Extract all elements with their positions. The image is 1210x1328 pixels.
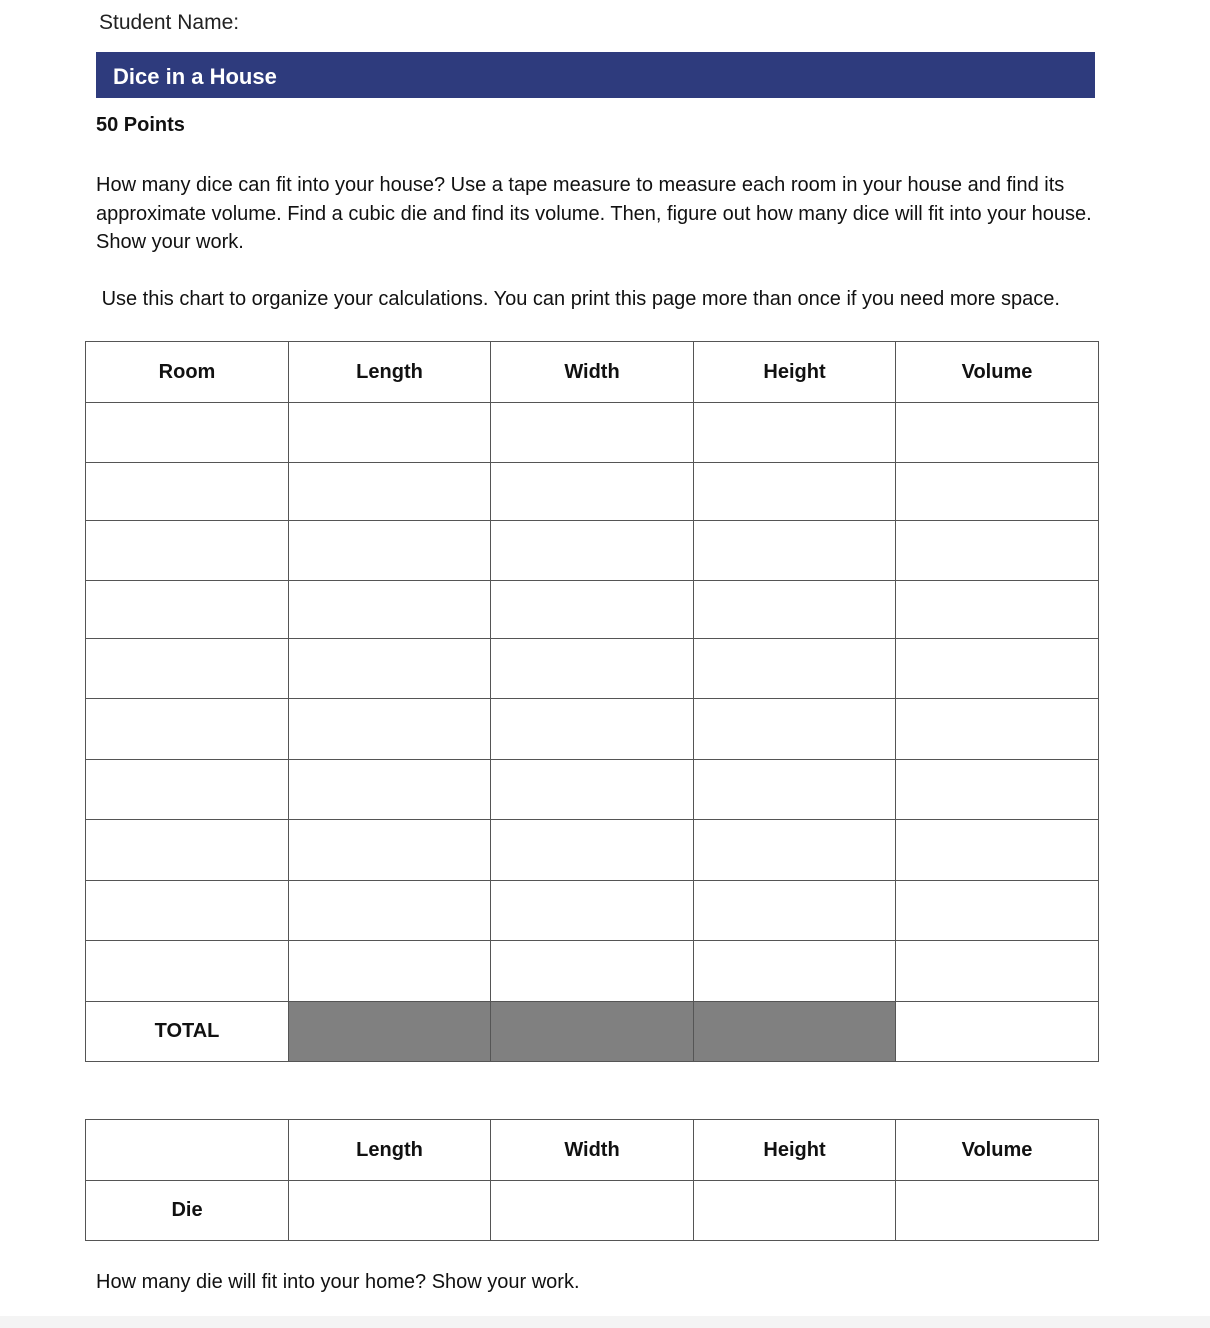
die-table (85, 1119, 1099, 1241)
die-row (86, 1181, 1099, 1241)
width-cell[interactable] (491, 820, 694, 881)
die-height-cell[interactable] (694, 1181, 896, 1241)
final-question: How many die will fit into your home? Show your work. (96, 1271, 580, 1293)
table-row (86, 581, 1099, 639)
width-cell[interactable] (491, 941, 694, 1002)
volume-cell[interactable] (896, 403, 1099, 463)
length-cell[interactable] (289, 403, 491, 463)
total-row (86, 1002, 1099, 1062)
length-cell[interactable] (289, 699, 491, 760)
title-bar (96, 52, 1095, 98)
total-height-shaded (694, 1002, 896, 1062)
table-row (86, 941, 1099, 1002)
header-volume: Volume (896, 342, 1099, 403)
volume-cell[interactable] (896, 639, 1099, 699)
chart-note-text: Use this chart to organize your calculations. You can print this page more than once if you need more space. (96, 288, 1060, 310)
height-cell[interactable] (694, 820, 896, 881)
room-cell[interactable] (86, 699, 289, 760)
height-cell[interactable] (694, 699, 896, 760)
table-row (86, 639, 1099, 699)
height-cell[interactable] (694, 403, 896, 463)
length-cell[interactable] (289, 881, 491, 941)
width-cell[interactable] (491, 463, 694, 521)
die-header-height: Height (694, 1120, 896, 1181)
volume-cell[interactable] (896, 463, 1099, 521)
height-cell[interactable] (694, 760, 896, 820)
room-cell[interactable] (86, 639, 289, 699)
die-label: Die (86, 1181, 289, 1241)
volume-cell[interactable] (896, 820, 1099, 881)
die-width-cell[interactable] (491, 1181, 694, 1241)
table-row (86, 403, 1099, 463)
die-length-cell[interactable] (289, 1181, 491, 1241)
width-cell[interactable] (491, 699, 694, 760)
width-cell[interactable] (491, 581, 694, 639)
die-volume-cell[interactable] (896, 1181, 1099, 1241)
height-cell[interactable] (694, 941, 896, 1002)
table-row (86, 699, 1099, 760)
page-bottom-edge (0, 1316, 1210, 1328)
length-cell[interactable] (289, 463, 491, 521)
height-cell[interactable] (694, 521, 896, 581)
height-cell[interactable] (694, 463, 896, 521)
width-cell[interactable] (491, 403, 694, 463)
header-room: Room (86, 342, 289, 403)
room-cell[interactable] (86, 941, 289, 1002)
table-row (86, 463, 1099, 521)
header-length: Length (289, 342, 491, 403)
volume-cell[interactable] (896, 881, 1099, 941)
header-width: Width (491, 342, 694, 403)
width-cell[interactable] (491, 521, 694, 581)
volume-cell[interactable] (896, 581, 1099, 639)
rooms-table (85, 341, 1099, 1062)
table-row (86, 881, 1099, 941)
height-cell[interactable] (694, 881, 896, 941)
student-name-label: Student Name: (99, 11, 240, 34)
die-header-length: Length (289, 1120, 491, 1181)
room-cell[interactable] (86, 881, 289, 941)
die-header-volume: Volume (896, 1120, 1099, 1181)
room-cell[interactable] (86, 581, 289, 639)
length-cell[interactable] (289, 581, 491, 639)
width-cell[interactable] (491, 881, 694, 941)
volume-cell[interactable] (896, 760, 1099, 820)
length-cell[interactable] (289, 639, 491, 699)
room-cell[interactable] (86, 760, 289, 820)
length-cell[interactable] (289, 820, 491, 881)
die-header-width: Width (491, 1120, 694, 1181)
height-cell[interactable] (694, 639, 896, 699)
instructions-text: How many dice can fit into your house? Use a tape measure to measure each room in your house and find its approximate volume. Find a cubic die and find its volume. Then, figure out how many dice will fit into your house. Show your work. (96, 174, 1092, 253)
table-row (86, 760, 1099, 820)
points-label: 50 Points (96, 114, 185, 136)
room-cell[interactable] (86, 521, 289, 581)
height-cell[interactable] (694, 581, 896, 639)
length-cell[interactable] (289, 521, 491, 581)
length-cell[interactable] (289, 941, 491, 1002)
rooms-table-header-row (86, 342, 1099, 403)
page-title: Dice in a House (113, 64, 277, 89)
table-row (86, 521, 1099, 581)
header-height: Height (694, 342, 896, 403)
length-cell[interactable] (289, 760, 491, 820)
volume-cell[interactable] (896, 521, 1099, 581)
width-cell[interactable] (491, 760, 694, 820)
room-cell[interactable] (86, 820, 289, 881)
total-volume-cell[interactable] (896, 1002, 1099, 1062)
total-width-shaded (491, 1002, 694, 1062)
volume-cell[interactable] (896, 941, 1099, 1002)
room-cell[interactable] (86, 403, 289, 463)
table-row (86, 820, 1099, 881)
total-length-shaded (289, 1002, 491, 1062)
die-header-blank (86, 1120, 289, 1181)
volume-cell[interactable] (896, 699, 1099, 760)
total-label: TOTAL (86, 1002, 289, 1062)
width-cell[interactable] (491, 639, 694, 699)
die-table-header-row (86, 1120, 1099, 1181)
room-cell[interactable] (86, 463, 289, 521)
